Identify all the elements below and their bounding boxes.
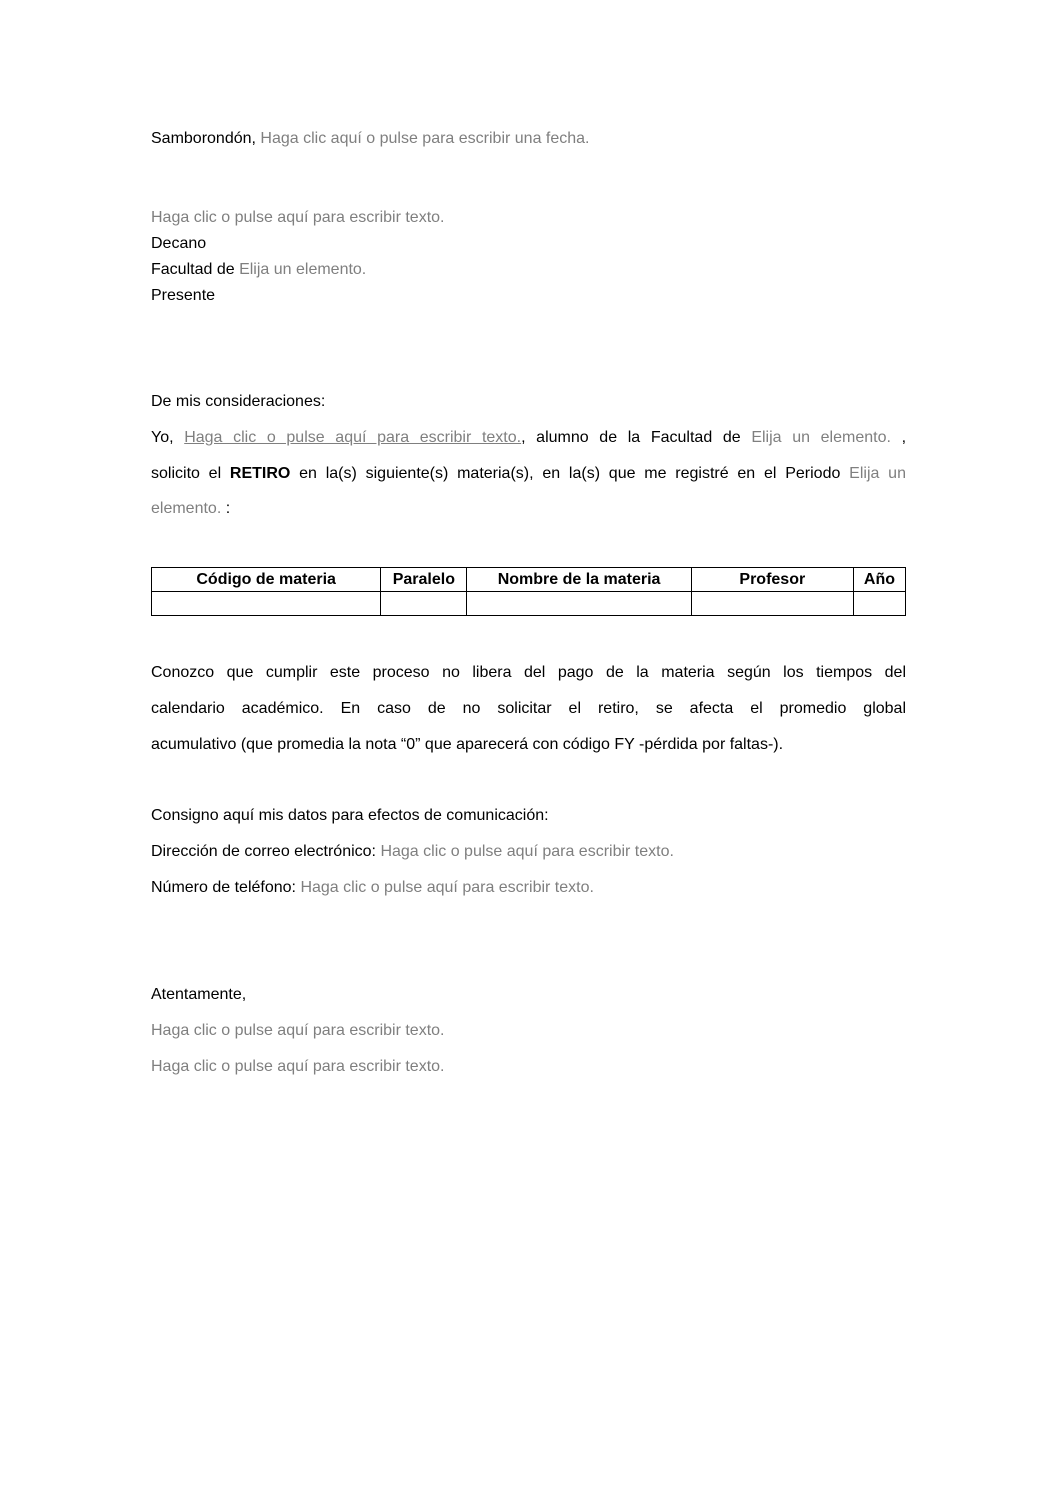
notice-line-2: calendario académico. En caso de no solicitar el retiro, se afecta el promedio global [151, 700, 906, 717]
email-line [151, 842, 674, 862]
contact-intro: Consigno aquí mis datos para efectos de comunicación: [151, 807, 549, 824]
student-faculty-dropdown[interactable]: Elija un elemento. [751, 429, 891, 446]
comma-text: , [901, 429, 907, 446]
cell-profesor[interactable] [691, 592, 853, 616]
header-paralelo: Paralelo [381, 568, 467, 592]
cell-anio[interactable] [853, 592, 905, 616]
date-line [151, 129, 590, 149]
recipient-title: Decano [151, 235, 207, 252]
city-text: Samborondón, [151, 130, 256, 147]
greeting: De mis consideraciones: [151, 393, 326, 410]
table-row [152, 592, 906, 616]
body-paragraph-line-3 [151, 499, 230, 519]
date-field[interactable]: Haga clic aquí o pulse para escribir una fecha. [260, 130, 590, 147]
signature-closing: Atentamente, [151, 986, 247, 1003]
email-label: Dirección de correo electrónico: [151, 843, 376, 860]
after-name-text: , alumno de la Facultad de [521, 429, 741, 446]
header-codigo: Código de materia [152, 568, 381, 592]
body-paragraph-line-1 [151, 428, 906, 448]
header-nombre: Nombre de la materia [467, 568, 691, 592]
header-anio: Año [853, 568, 905, 592]
body-paragraph-line-2 [151, 464, 906, 484]
recipient-name-line [151, 208, 444, 228]
recipient-closing: Presente [151, 287, 216, 304]
recipient-name-field[interactable]: Haga clic o pulse aquí para escribir texto. [151, 209, 445, 226]
table-header-row [152, 568, 906, 592]
header-profesor: Profesor [691, 568, 853, 592]
retiro-bold-text: RETIRO [229, 465, 291, 482]
notice-line-1: Conozco que cumplir este proceso no libera del pago de la materia según los tiempos del [151, 664, 906, 681]
faculty-label: Facultad de [151, 261, 235, 278]
solicito-text: solicito el [151, 465, 222, 482]
materias-text: en la(s) siguiente(s) materia(s), en la(s) que me registré en el Periodo [299, 465, 841, 482]
notice-line-3: acumulativo (que promedia la nota “0” que aparecerá con código FY -pérdida por faltas-). [151, 736, 784, 753]
period-dropdown-part-2[interactable]: elemento. [151, 500, 222, 517]
subjects-table [151, 567, 906, 616]
phone-field[interactable]: Haga clic o pulse aquí para escribir texto. [300, 879, 594, 896]
email-field[interactable]: Haga clic o pulse aquí para escribir texto. [380, 843, 674, 860]
phone-label: Número de teléfono: [151, 879, 296, 896]
colon-text: : [225, 500, 231, 517]
yo-text: Yo, [151, 429, 174, 446]
signature-id-line [151, 1057, 444, 1077]
signature-name-line [151, 1021, 444, 1041]
signature-id-field[interactable]: Haga clic o pulse aquí para escribir texto. [151, 1058, 445, 1075]
period-dropdown-part-1[interactable]: Elija un [849, 465, 906, 482]
recipient-faculty-line [151, 260, 366, 280]
recipient-faculty-dropdown[interactable]: Elija un elemento. [239, 261, 367, 278]
cell-paralelo[interactable] [381, 592, 467, 616]
signature-name-field[interactable]: Haga clic o pulse aquí para escribir texto. [151, 1022, 445, 1039]
student-name-field[interactable]: Haga clic o pulse aquí para escribir texto. [184, 429, 522, 446]
phone-line [151, 878, 594, 898]
cell-nombre[interactable] [467, 592, 691, 616]
cell-codigo[interactable] [152, 592, 381, 616]
